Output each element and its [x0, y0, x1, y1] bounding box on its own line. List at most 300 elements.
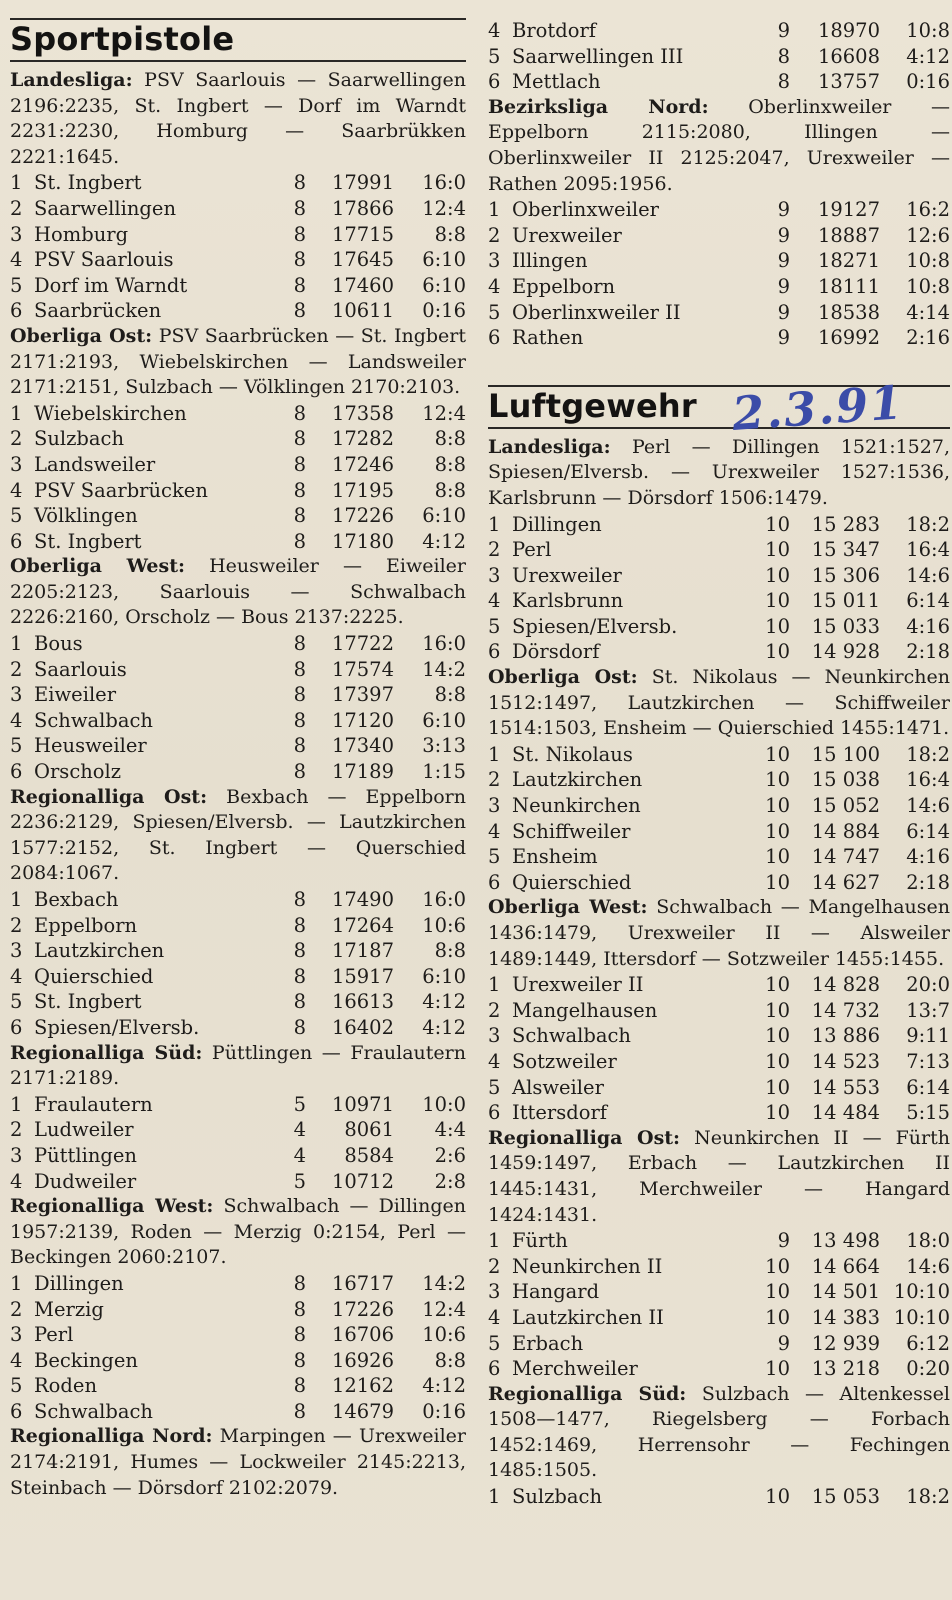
rank-cell: 3: [488, 1024, 501, 1048]
rank-cell: 2: [10, 1297, 23, 1321]
score-cell: 8584: [344, 1143, 394, 1167]
games-cell: 8: [293, 248, 306, 272]
points-cell: 8:8: [434, 683, 466, 707]
team-cell: Dudweiler: [34, 1169, 137, 1193]
table-row: [10, 170, 466, 196]
games-cell: 4: [293, 1143, 306, 1167]
points-cell: 6:14: [906, 819, 950, 843]
rank-cell: 1: [10, 632, 23, 656]
rank-cell: 6: [488, 870, 501, 894]
league-results: [10, 1194, 466, 1271]
table-row: [10, 1015, 466, 1041]
rank-cell: 1: [488, 198, 501, 222]
rank-cell: 6: [488, 1101, 501, 1125]
games-cell: 8: [777, 70, 790, 94]
table-row: [488, 1305, 950, 1331]
points-cell: 16:0: [422, 171, 466, 195]
rank-cell: 6: [10, 760, 23, 784]
league-name: Regionalliga Nord:: [10, 1425, 213, 1448]
score-cell: 18111: [817, 274, 880, 298]
points-cell: 2:16: [906, 326, 950, 350]
score-cell: 15 347: [811, 538, 880, 562]
table-row: [10, 733, 466, 759]
games-cell: 8: [293, 888, 306, 911]
league-name: Oberliga Ost:: [10, 324, 153, 347]
rank-cell: 2: [10, 427, 23, 451]
rank-cell: 1: [488, 1229, 501, 1253]
league-name: Regionalliga Ost:: [10, 785, 208, 808]
points-cell: 12:4: [422, 196, 466, 220]
games-cell: 9: [777, 19, 790, 42]
score-cell: 16717: [331, 1271, 394, 1295]
team-cell: Mangelhausen: [512, 998, 658, 1022]
score-cell: 14679: [331, 1399, 394, 1423]
table-row: [10, 887, 466, 913]
rank-cell: 6: [488, 1357, 501, 1381]
team-cell: Karlsbrunn: [512, 589, 624, 613]
table-row: [488, 1049, 950, 1075]
table-row: [488, 325, 950, 351]
team-cell: Bexbach: [34, 888, 119, 911]
points-cell: 10:10: [893, 1280, 950, 1304]
league-results-text: Schwalbach — Dillingen 1957:2139, Roden — Merzig 0:2154, Perl — Beckingen 2060:2107.: [10, 1195, 466, 1269]
rank-cell: 6: [10, 299, 23, 323]
league-block: [488, 435, 950, 665]
table-row: [488, 767, 950, 793]
team-cell: Heusweiler: [34, 734, 147, 758]
league-name: Bezirksliga Nord:: [488, 95, 709, 118]
table-row: [488, 274, 950, 300]
score-cell: 14 664: [811, 1254, 880, 1278]
team-cell: Wiebelskirchen: [34, 401, 187, 425]
games-cell: 10: [765, 845, 790, 869]
rank-cell: 2: [10, 913, 23, 937]
games-cell: 5: [293, 1092, 306, 1116]
table-row: [488, 1484, 950, 1510]
table-row: [488, 300, 950, 326]
rank-cell: 5: [488, 845, 501, 869]
table-row: [488, 1331, 950, 1357]
rank-cell: 2: [488, 998, 501, 1022]
rank-cell: 2: [488, 223, 501, 247]
league-results-text: Sulzbach — Altenkessel 1508—1477, Riegelsberg — Forbach 1452:1469, Herrensohr — Fechingen 1485:1505.: [488, 1382, 950, 1482]
points-cell: 12:6: [906, 223, 950, 247]
points-cell: 16:4: [906, 768, 950, 792]
table-row: [10, 938, 466, 964]
league-name: Oberliga West:: [488, 896, 648, 919]
games-cell: 10: [765, 768, 790, 792]
points-cell: 18:2: [906, 742, 950, 766]
team-cell: Lautzkirchen: [34, 939, 165, 963]
points-cell: 14:2: [422, 1271, 466, 1295]
rank-cell: 4: [10, 708, 23, 732]
table-row: [488, 742, 950, 768]
points-cell: 16:2: [906, 198, 950, 222]
table-row: [488, 18, 950, 44]
score-cell: 15 053: [811, 1485, 880, 1509]
games-cell: 4: [293, 1118, 306, 1142]
team-cell: Landsweiler: [34, 452, 156, 476]
points-cell: 4:14: [906, 300, 950, 324]
rank-cell: 1: [10, 888, 23, 911]
score-cell: 17574: [331, 657, 394, 681]
team-cell: Neunkirchen: [512, 794, 641, 818]
points-cell: 4:16: [906, 845, 950, 869]
games-cell: 10: [765, 1305, 790, 1329]
games-cell: 10: [765, 1075, 790, 1099]
table-row: [488, 819, 950, 845]
league-results-text: Neunkirchen II — Fürth 1459:1497, Erbach — Lautzkirchen II 1445:1431, Merchweiler — Hangard 1424:1431.: [488, 1126, 950, 1226]
score-cell: 17340: [331, 734, 394, 758]
games-cell: 10: [765, 1357, 790, 1381]
team-cell: PSV Saarbrücken: [34, 478, 208, 502]
team-cell: Oberlinxweiler: [512, 198, 659, 222]
table-row: [10, 273, 466, 299]
table-row: [10, 913, 466, 939]
team-cell: Lautzkirchen: [512, 768, 643, 792]
games-cell: 9: [777, 198, 790, 222]
league-results: [488, 895, 950, 972]
score-cell: 17195: [331, 478, 394, 502]
points-cell: 13:7: [906, 998, 950, 1022]
standings-table: [10, 887, 466, 1041]
league-name: Regionalliga West:: [10, 1195, 214, 1218]
games-cell: 8: [293, 196, 306, 220]
column-sportpistole: [10, 0, 466, 1501]
league-block: [10, 324, 466, 554]
score-cell: 17120: [331, 708, 394, 732]
league-block: [10, 785, 466, 1041]
rank-cell: 5: [10, 990, 23, 1014]
rank-cell: 3: [10, 939, 23, 963]
score-cell: 15 100: [811, 742, 880, 766]
score-cell: 14 553: [811, 1075, 880, 1099]
luftgewehr-leagues: [488, 435, 950, 1510]
games-cell: 8: [293, 990, 306, 1014]
section-title-luftgewehr: [488, 374, 950, 441]
team-cell: Schwalbach: [34, 708, 153, 732]
league-block: [488, 1382, 950, 1510]
team-cell: St. Ingbert: [34, 529, 142, 553]
table-row: [10, 401, 466, 427]
table-row: [488, 197, 950, 223]
points-cell: 6:10: [422, 504, 466, 528]
handwritten-date: 2.3.91: [730, 374, 906, 441]
points-cell: 8:8: [434, 222, 466, 246]
points-cell: 10:0: [422, 1092, 466, 1116]
points-cell: 6:10: [422, 248, 466, 272]
rank-cell: 6: [488, 326, 501, 350]
table-row: [488, 512, 950, 538]
score-cell: 17187: [331, 939, 394, 963]
team-cell: Roden: [34, 1374, 98, 1398]
league-results-text: Oberlinxweiler — Eppelborn 2115:2080, Illingen — Oberlinxweiler II 2125:2047, Urexweiler — Rathen 2095:1956.: [488, 95, 951, 195]
score-cell: 14 828: [811, 973, 880, 997]
games-cell: 10: [765, 1280, 790, 1304]
league-name: Regionalliga Ost:: [488, 1126, 681, 1149]
score-cell: 15917: [331, 964, 394, 988]
table-row: [488, 998, 950, 1024]
points-cell: 0:20: [906, 1357, 950, 1381]
rank-cell: 2: [488, 1254, 501, 1278]
table-row: [10, 759, 466, 785]
team-cell: Schiffweiler: [512, 819, 631, 843]
team-cell: PSV Saarlouis: [34, 248, 174, 272]
games-cell: 10: [765, 640, 790, 664]
score-cell: 15 052: [811, 794, 880, 818]
team-cell: Schwalbach: [34, 1399, 153, 1423]
team-cell: Illingen: [512, 249, 588, 273]
standings-table-continued: [488, 18, 950, 95]
table-row: [488, 1228, 950, 1254]
table-row: [10, 1169, 466, 1195]
luftgewehr-title: Luftgewehr: [488, 386, 697, 425]
score-cell: 17282: [331, 427, 394, 451]
league-name: Oberliga West:: [10, 555, 185, 578]
standings-table: [10, 631, 466, 785]
score-cell: 16608: [817, 44, 880, 68]
points-cell: 0:16: [906, 70, 950, 94]
score-cell: 15 033: [811, 614, 880, 638]
table-row: [10, 1322, 466, 1348]
points-cell: 2:8: [434, 1169, 466, 1193]
games-cell: 8: [293, 452, 306, 476]
table-row: [10, 1348, 466, 1374]
table-row: [488, 614, 950, 640]
rank-cell: 5: [488, 614, 501, 638]
games-cell: 8: [777, 44, 790, 68]
score-cell: 14 627: [811, 870, 880, 894]
score-cell: 17246: [331, 452, 394, 476]
team-cell: Urexweiler II: [512, 973, 644, 997]
games-cell: 8: [293, 171, 306, 195]
games-cell: 10: [765, 819, 790, 843]
league-results-text: Püttlingen — Fraulautern 2171:2189.: [10, 1041, 466, 1090]
team-cell: Erbach: [512, 1331, 584, 1355]
table-row: [10, 1271, 466, 1297]
league-block: [10, 68, 466, 324]
table-row: [10, 657, 466, 683]
games-cell: 10: [765, 614, 790, 638]
rank-cell: 2: [10, 196, 23, 220]
standings-table: [488, 742, 950, 896]
rank-cell: 1: [488, 1485, 501, 1509]
points-cell: 16:4: [906, 538, 950, 562]
score-cell: 17226: [331, 504, 394, 528]
team-cell: Eppelborn: [34, 913, 138, 937]
league-block: [488, 895, 950, 1125]
points-cell: 18:2: [906, 512, 950, 536]
table-row: [10, 1092, 466, 1118]
table-row: [10, 1297, 466, 1323]
table-row: [488, 223, 950, 249]
score-cell: 13 498: [811, 1229, 880, 1253]
team-cell: Völklingen: [34, 504, 138, 528]
rank-cell: 1: [10, 1092, 23, 1116]
table-row: [488, 1100, 950, 1126]
league-name: Landesliga:: [10, 69, 133, 91]
league-results-text: Marpingen — Urexweiler 2174:2191, Humes — Lockweiler 2145:2213, Steinbach — Dörsdorf 2102:2079.: [10, 1425, 466, 1499]
league-block: [10, 554, 466, 784]
points-cell: 4:12: [422, 1015, 466, 1039]
games-cell: 8: [293, 1323, 306, 1347]
table-row: [488, 639, 950, 665]
league-results: [10, 68, 466, 170]
table-row: [488, 248, 950, 274]
team-cell: Perl: [512, 538, 552, 562]
games-cell: 10: [765, 538, 790, 562]
league-results-text: PSV Saarlouis — Saarwellingen 2196:2235, St. Ingbert — Dorf im Warndt 2231:2230, Homburg — Saarbrükken 2221:1645.: [10, 69, 466, 168]
rank-cell: 3: [10, 1143, 23, 1167]
games-cell: 10: [765, 973, 790, 997]
table-row: [10, 708, 466, 734]
points-cell: 6:10: [422, 708, 466, 732]
points-cell: 16:0: [422, 632, 466, 656]
points-cell: 2:18: [906, 640, 950, 664]
table-row: [10, 503, 466, 529]
score-cell: 17264: [331, 913, 394, 937]
rank-cell: 1: [10, 401, 23, 425]
rank-cell: 4: [488, 19, 501, 42]
games-cell: 8: [293, 760, 306, 784]
team-cell: Ensheim: [512, 845, 598, 869]
score-cell: 13 218: [811, 1357, 880, 1381]
games-cell: 10: [765, 742, 790, 766]
table-row: [10, 452, 466, 478]
points-cell: 5:15: [906, 1101, 950, 1125]
score-cell: 17358: [331, 401, 394, 425]
team-cell: Saarlouis: [34, 657, 127, 681]
league-results: [488, 665, 950, 742]
league-results-text: St. Nikolaus — Neunkirchen 1512:1497, Lautzkirchen — Schiffweiler 1514:1503, Ensheim — Quierschied 1455:1471.: [488, 666, 950, 740]
points-cell: 14:6: [906, 1254, 950, 1278]
team-cell: Dörsdorf: [512, 640, 600, 664]
rank-cell: 3: [488, 563, 501, 587]
score-cell: 17460: [331, 273, 394, 297]
score-cell: 13 886: [811, 1024, 880, 1048]
score-cell: 12162: [331, 1374, 394, 1398]
score-cell: 14 732: [811, 998, 880, 1022]
games-cell: 8: [293, 1374, 306, 1398]
score-cell: 14 501: [811, 1280, 880, 1304]
team-cell: Merchweiler: [512, 1357, 638, 1381]
score-cell: 16926: [331, 1348, 394, 1372]
score-cell: 14 747: [811, 845, 880, 869]
league-name: Regionalliga Süd:: [488, 1382, 687, 1405]
standings-table: [10, 401, 466, 555]
league-results-text: Schwalbach — Mangelhausen 1436:1479, Urexweiler II — Alsweiler 1489:1449, Ittersdorf — Sotzweiler 1455:1455.: [488, 896, 950, 970]
score-cell: 16613: [331, 990, 394, 1014]
table-row: [10, 964, 466, 990]
rank-cell: 5: [10, 734, 23, 758]
team-cell: Dorf im Warndt: [34, 273, 188, 297]
table-row: [488, 1075, 950, 1101]
games-cell: 8: [293, 734, 306, 758]
games-cell: 10: [765, 563, 790, 587]
points-cell: 0:16: [422, 1399, 466, 1423]
rank-cell: 5: [488, 44, 501, 68]
score-cell: 10611: [331, 299, 394, 323]
team-cell: Fürth: [512, 1229, 568, 1253]
team-cell: Orscholz: [34, 760, 122, 784]
table-row: [10, 1117, 466, 1143]
rank-cell: 1: [488, 742, 501, 766]
table-row: [10, 682, 466, 708]
team-cell: Fraulautern: [34, 1092, 153, 1116]
table-row: [10, 426, 466, 452]
rank-cell: 4: [488, 1049, 501, 1073]
team-cell: Beckingen: [34, 1348, 138, 1372]
team-cell: Merzig: [34, 1297, 104, 1321]
league-results: [10, 785, 466, 887]
score-cell: 18271: [817, 249, 880, 273]
score-cell: 16706: [331, 1323, 394, 1347]
points-cell: 6:12: [906, 1331, 950, 1355]
team-cell: Dillingen: [512, 512, 602, 536]
standings-table: [10, 1092, 466, 1194]
team-cell: Hangard: [512, 1280, 600, 1304]
team-cell: Schwalbach: [512, 1024, 631, 1048]
score-cell: 14 928: [811, 640, 880, 664]
standings-table: [488, 197, 950, 351]
rank-cell: 4: [10, 1348, 23, 1372]
score-cell: 17189: [331, 760, 394, 784]
table-row: [488, 44, 950, 70]
rank-cell: 1: [10, 171, 23, 195]
games-cell: 10: [765, 512, 790, 536]
table-row: [10, 478, 466, 504]
score-cell: 10712: [331, 1169, 394, 1193]
table-row: [10, 631, 466, 657]
score-cell: 16402: [331, 1015, 394, 1039]
rank-cell: 4: [488, 819, 501, 843]
score-cell: 17645: [331, 248, 394, 272]
league-results: [488, 1382, 950, 1484]
team-cell: Oberlinxweiler II: [512, 300, 681, 324]
league-name: Landesliga:: [488, 435, 611, 458]
score-cell: 17722: [331, 632, 394, 656]
table-row: [488, 972, 950, 998]
games-cell: 8: [293, 683, 306, 707]
rank-cell: 6: [10, 529, 23, 553]
points-cell: 4:12: [422, 990, 466, 1014]
table-row: [488, 588, 950, 614]
table-row: [488, 1356, 950, 1382]
league-block: [488, 1126, 950, 1382]
league-name: Oberliga Ost:: [488, 666, 638, 689]
points-cell: 10:8: [906, 19, 950, 42]
score-cell: 19127: [817, 198, 880, 222]
rank-cell: 6: [10, 1015, 23, 1039]
team-cell: Saarbrücken: [34, 299, 162, 323]
games-cell: 8: [293, 964, 306, 988]
score-cell: 16992: [817, 326, 880, 350]
points-cell: 9:11: [906, 1024, 950, 1048]
games-cell: 8: [293, 401, 306, 425]
rank-cell: 3: [10, 683, 23, 707]
rank-cell: 3: [488, 1280, 501, 1304]
points-cell: 20:0: [906, 973, 950, 997]
rank-cell: 5: [10, 504, 23, 528]
points-cell: 4:12: [422, 529, 466, 553]
table-row: [488, 563, 950, 589]
league-results: [10, 554, 466, 631]
games-cell: 9: [777, 249, 790, 273]
games-cell: 10: [765, 794, 790, 818]
rank-cell: 4: [488, 274, 501, 298]
team-cell: Spiesen/Elversb.: [34, 1015, 200, 1039]
league-results: [488, 95, 950, 197]
